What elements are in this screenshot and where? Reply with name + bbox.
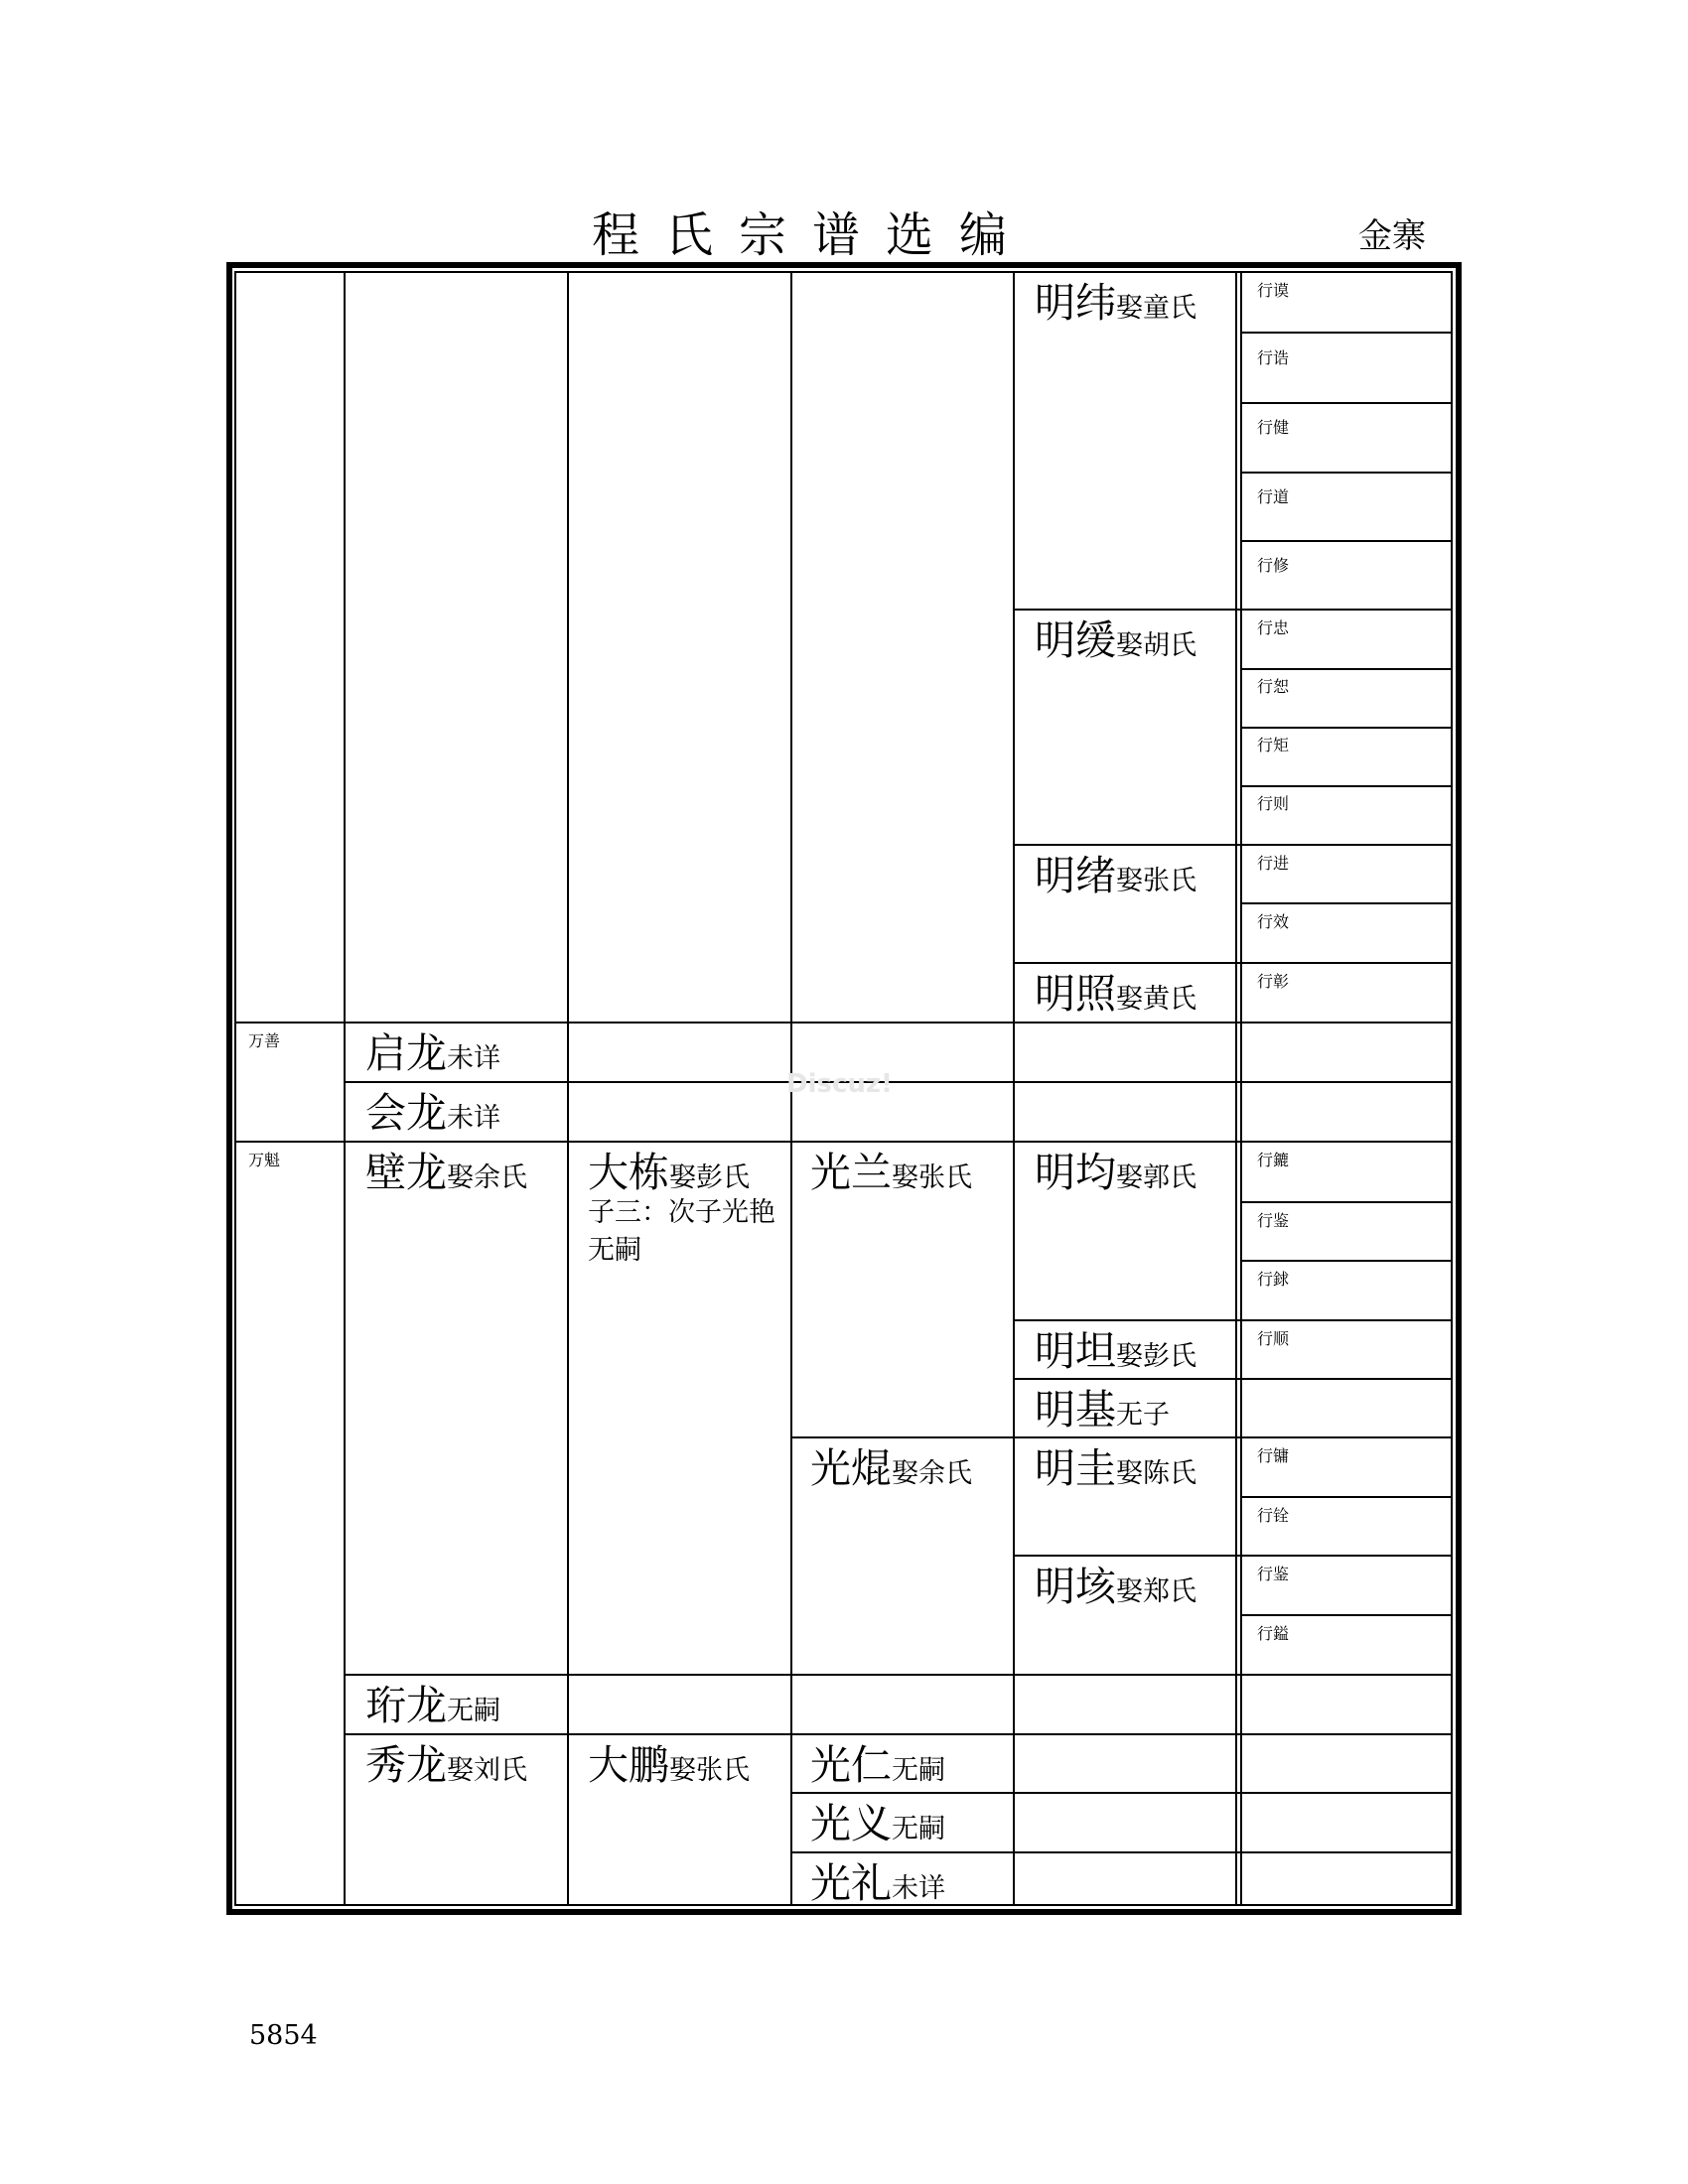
wan-entry: 万魁 bbox=[248, 1151, 281, 1169]
row-line bbox=[1013, 962, 1453, 964]
row-line bbox=[1013, 609, 1453, 611]
xing-entry: 行鉴 bbox=[1257, 1565, 1290, 1583]
row-line bbox=[1240, 332, 1453, 334]
xing-entry: 行銶 bbox=[1257, 1270, 1290, 1289]
row-line bbox=[234, 1141, 1453, 1143]
row-line bbox=[1240, 785, 1453, 787]
page-number: 5854 bbox=[249, 2020, 318, 2051]
row-line bbox=[1240, 1201, 1453, 1203]
row-line bbox=[344, 1081, 1453, 1083]
row-line bbox=[1013, 1555, 1453, 1557]
row-line bbox=[234, 1022, 1453, 1024]
long-entry: 珩龙无嗣 bbox=[365, 1682, 500, 1729]
branch-label: 金寨 bbox=[1358, 216, 1426, 256]
row-line bbox=[1013, 1319, 1453, 1321]
da-entry: 大鹏娶张氏 bbox=[588, 1741, 750, 1789]
ming-entry: 明纬娶童氏 bbox=[1035, 279, 1196, 327]
long-entry: 秀龙娶刘氏 bbox=[365, 1741, 527, 1789]
row-line bbox=[1240, 1496, 1453, 1498]
ming-entry: 明均娶郭氏 bbox=[1035, 1149, 1196, 1196]
guang-entry: 光仁无嗣 bbox=[810, 1741, 945, 1789]
xing-entry: 行顺 bbox=[1257, 1329, 1290, 1348]
row-line bbox=[790, 1792, 1453, 1794]
guang-entry: 光兰娶张氏 bbox=[810, 1149, 972, 1196]
row-line bbox=[790, 1851, 1453, 1853]
page-title: 程氏宗谱选编 bbox=[592, 207, 1034, 263]
xing-entry: 行进 bbox=[1257, 854, 1290, 873]
xing-entry: 行彰 bbox=[1257, 972, 1290, 991]
col-line bbox=[234, 271, 236, 1906]
ming-entry: 明缓娶胡氏 bbox=[1035, 616, 1196, 664]
col-line bbox=[1013, 271, 1015, 1906]
guang-entry: 光义无嗣 bbox=[810, 1800, 945, 1847]
row-line bbox=[1240, 902, 1453, 904]
row-line bbox=[1013, 1378, 1453, 1380]
xing-entry: 行修 bbox=[1257, 556, 1290, 575]
row-line bbox=[1240, 1260, 1453, 1262]
col-line bbox=[1235, 271, 1237, 1906]
col-line bbox=[1451, 271, 1453, 1906]
xing-entry: 行恕 bbox=[1257, 677, 1290, 696]
row-line bbox=[790, 1436, 1453, 1438]
row-line bbox=[1240, 402, 1453, 404]
watermark: Discuz! bbox=[786, 1069, 893, 1099]
row-line bbox=[234, 271, 1453, 273]
xing-entry: 行诰 bbox=[1257, 348, 1290, 367]
xing-entry: 行鉴 bbox=[1257, 1211, 1290, 1230]
long-entry: 启龙未详 bbox=[365, 1029, 500, 1077]
ming-entry: 明圭娶陈氏 bbox=[1035, 1444, 1196, 1492]
wan-entry: 万善 bbox=[248, 1031, 281, 1050]
xing-entry: 行忠 bbox=[1257, 618, 1290, 637]
row-line bbox=[1240, 668, 1453, 670]
row-line bbox=[344, 1674, 1453, 1676]
xing-entry: 行效 bbox=[1257, 912, 1290, 931]
guang-entry: 光焜娶余氏 bbox=[810, 1444, 972, 1492]
ming-entry: 明垓娶郑氏 bbox=[1035, 1563, 1196, 1610]
xing-entry: 行矩 bbox=[1257, 736, 1290, 754]
xing-entry: 行鏕 bbox=[1257, 1151, 1290, 1169]
ming-entry: 明基无子 bbox=[1035, 1386, 1170, 1433]
col-line bbox=[1240, 271, 1242, 1906]
xing-entry: 行谟 bbox=[1257, 281, 1290, 300]
xing-entry: 行鎰 bbox=[1257, 1624, 1290, 1643]
guang-entry: 光礼未详 bbox=[810, 1859, 945, 1907]
row-line bbox=[1240, 727, 1453, 729]
ming-entry: 明照娶黄氏 bbox=[1035, 970, 1196, 1018]
da-entry: 大栋娶彭氏 bbox=[588, 1149, 750, 1196]
ming-entry: 明绪娶张氏 bbox=[1035, 852, 1196, 899]
xing-entry: 行道 bbox=[1257, 487, 1290, 506]
col-line bbox=[567, 271, 569, 1906]
long-entry: 会龙未详 bbox=[365, 1089, 500, 1137]
xing-entry: 行则 bbox=[1257, 794, 1290, 813]
xing-entry: 行铨 bbox=[1257, 1506, 1290, 1525]
col-line bbox=[344, 271, 346, 1906]
row-line bbox=[1240, 472, 1453, 474]
xing-entry: 行镛 bbox=[1257, 1446, 1290, 1465]
row-line bbox=[1013, 844, 1453, 846]
xing-entry: 行健 bbox=[1257, 418, 1290, 437]
long-entry: 壁龙娶余氏 bbox=[365, 1149, 527, 1196]
row-line bbox=[1240, 540, 1453, 542]
ming-entry: 明坦娶彭氏 bbox=[1035, 1327, 1196, 1375]
row-line bbox=[344, 1733, 1453, 1735]
da-entry-note: 子三：次子光艳无嗣 bbox=[588, 1197, 775, 1266]
row-line bbox=[1240, 1614, 1453, 1616]
